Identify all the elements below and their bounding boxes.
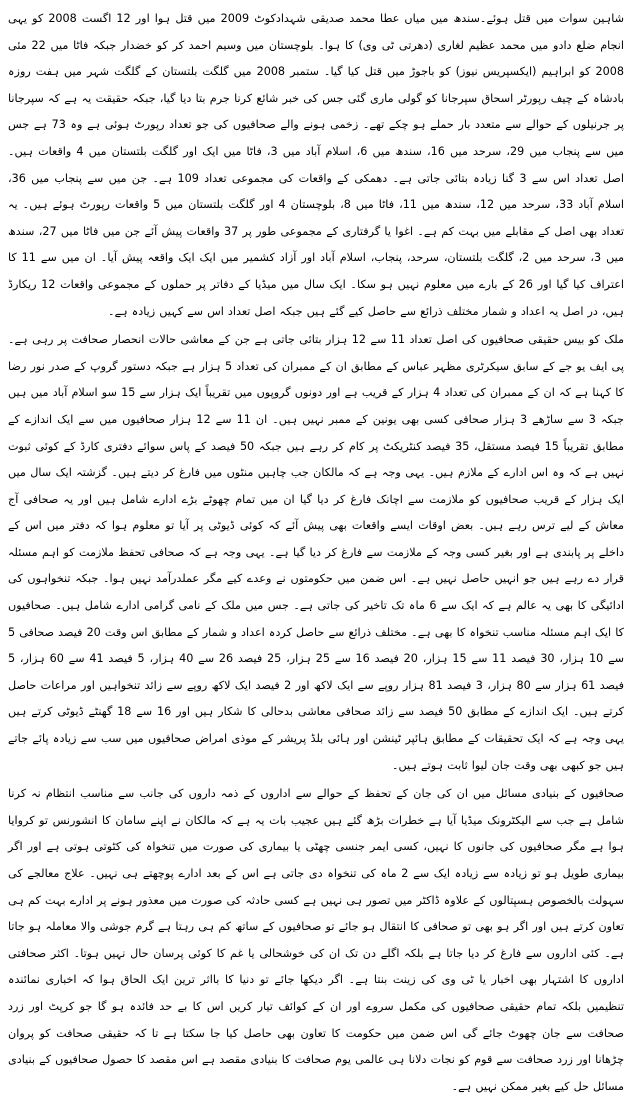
article-paragraph: شاہین سوات میں قتل ہوئے۔سندھ میں میاں عطا محمد صدیقی شہدادکوٹ 2009 میں قتل ہوا اور 12 اگست 2008 کو یہی انجام ضلع دادو میں محمد عظیم لغاری (دھرتی ٹی وی) کا ہوا۔ بلوچستان میں وسیم احمد کر کو خضدار جبکہ فاٹا میں 22 مئی 2008 کو ابراہیم (ایکسپریس نیوز) کو باجوڑ میں قتل کیا گیا۔ ستمبر 2008 میں گلگت بلتستان کے گلگت شہر میں ہفت روزہ بادشاہ کے چیف رپورٹر اسحاق سپرجانا کو گولی ماری گئی جس کی خبر شائع کرنا جرم بتا دیا گیا، جبکہ حقیقت یہ ہے کہ سپرجانا پر جرنیلوں کے حوالے سے متعدد بار حملے ہو چکے تھے۔ زخمی ہونے والے صحافیوں کی جو تعداد رپورٹ ہوئی ہے وہ 73 ہے جس میں سے پنجاب میں 29، سرحد میں 16، سندھ میں 6، اسلام آباد میں 3، فاٹا میں ایک اور گلگت بلتستان میں 4 واقعات ہیں۔ اصل تعداد اس سے 3 گنا زیادہ بتائی جاتی ہے۔ دھمکی کے واقعات کی مجموعی تعداد 109 ہے۔ جن میں سے پنجاب میں 36، اسلام آباد 33، سرحد میں 12، سندھ میں 11، فاٹا میں 8، بلوچستان 4 اور گلگت بلتستان میں 5 واقعات رپورٹ ہوئے ہیں۔ یہ تعداد بھی اصل کے مقابلے میں بہت کم ہے۔ اغوا یا گرفتاری کے مجموعی طور پر 37 واقعات پیش آئے جن میں فاٹا میں 27، سندھ میں 3، سرحد میں 2، گلگت بلتستان، سرحد، پنجاب، اسلام آباد اور آزاد کشمیر میں ایک ایک واقعہ پیش آیا۔ ان میں سے 11 کا اعتراف کیا گیا اور 26 کے بارے میں معلوم نہیں ہو سکا۔ ایک سال میں میڈیا کے دفاتر پر حملوں کے مجموعی واقعات 12 ریکارڈ ہیں، در اصل یہ اعداد و شمار مختلف ذرائع سے حاصل کیے گئے ہیں جبکہ اصل تعداد اس سے کہیں زیادہ ہے۔ [8,12,625,318]
article-paragraph: صحافیوں کے بنیادی مسائل میں ان کی جان کے تحفظ کے حوالے سے اداروں کے ذمہ داروں کی جانب سے مناسب انتظام نہ کرنا شامل ہے جب سے الیکٹرونک میڈیا آیا ہے خطرات بڑھ گئے ہیں عجیب بات یہ ہے کہ مالکان نے اپنے سامان کا انشورنس تو کروایا ہوا ہے مگر صحافیوں کی جانوں کا نہیں، کسی ایمر جنسی چھٹی یا بیماری کی صورت میں تنخواہ کی کٹوتی ہوتی ہے اور اگر بیماری طویل ہو تو زیادہ سے زیادہ ایک سے 2 ماہ کی تنخواہ دی جاتی ہے اس کے بعد ادارے پوچھتے ہی نہیں۔ علاج معالجے کی سہولت بالخصوص ہسپتالوں کے علاوہ ڈاکٹر میں تصور ہی نہیں ہے کسی حادثہ کی صورت میں معذور ہونے پر ادارے بہت کم ہی تعاون کرتے ہیں اور اگر ہو بھی تو صحافی کا انتقال ہو جائے تو صحافیوں کے ساتھ کم ہی رہتا ہے گرم جوشی والا معاملہ ہو جاتا ہے۔ کئی اداروں سے فارغ کر دیا جاتا ہے بلکہ اگلے دن تک ان کی خوشحالی یا غم کا کوئی پرسان حال نہیں ہوتا۔ اکثر صحافتی اداروں کا اشتہار بھی اخبار یا ٹی وی کی زینت بنتا ہے۔ اگر دیکھا جائے تو دنیا کا بااثر ترین ایک الحاق ہوا کہ اخباری نمائندہ تنظیمیں بلکہ تمام حقیقی صحافیوں کی مکمل سروے اور ان کے کوائف تیار کریں اس کا بے حد فائدہ ہو گا جو کرپٹ اور زرد صحافت سے جان چھوٹ جائے گی اس ضمن میں حکومت کا تعاون بھی حاصل کیا جا سکتا ہے تا کہ حقیقی صحافت کو پروان چڑھانا اور زرد صحافت سے قوم کو نجات دلانا ہی عالمی یوم صحافت کا بنیادی مقصد ہے اس مقصد کا حصول صحافیوں کے بنیادی مسائل حل کیے بغیر ممکن نہیں ہے۔ [8,787,625,1093]
article-paragraph: ملک کو بیس حقیقی صحافیوں کی اصل تعداد 11 سے 12 ہزار بتائی جاتی ہے جن کے معاشی حالات انحصار صحافت پر رہی ہے۔ پی ایف یو جے کے سابق سیکرٹری مظہر عباس کے مطابق ان کے ممبران کی تعداد 5 ہزار ہے جبکہ دستور گروپ کے صدر نور رضا کا کہنا ہے کہ ان کے ممبران کی تعداد 4 ہزار کے قریب ہے اور دونوں گروپوں میں تقریباً ایک ہزار سے 15 سو اسلام آباد میں ہیں جبکہ 3 سے ساڑھے 3 ہزار صحافی کسی بھی یونین کے ممبر نہیں ہیں۔ ان 11 سے 12 ہزار صحافیوں میں سے ایک اندازے کے مطابق تقریباً 15 فیصد مستقل، 35 فیصد کنٹریکٹ پر کام کر رہے ہیں جبکہ 50 فیصد کے پاس سوائے دفتری کارڈ کے کوئی ثبوت نہیں ہے کہ وہ اس ادارے کے ملازم ہیں۔ یہی وجہ ہے کہ مالکان جب چاہیں منٹوں میں فارغ کر دیتے ہیں۔ گزشتہ ایک سال میں ایک ہزار کے قریب صحافیوں کو ملازمت سے اچانک فارغ کر دیا گیا ان میں تمام چھوٹے بڑے ادارے شامل ہیں اور یہ صحافی آج معاش کے لیے ترس رہے ہیں۔ بعض اوقات ایسے واقعات بھی پیش آئے کہ کوئی ڈیوٹی پر آیا تو معلوم ہوا کہ دفتر میں اس کے داخلے پر پابندی ہے اور بغیر کسی وجہ کے ملازمت سے فارغ کر دیا گیا ہے۔ یہی وجہ ہے کہ صحافی تحفظ ملازمت کو اہم مسئلہ قرار دے رہے ہیں جو انہیں حاصل نہیں ہے۔ اس ضمن میں حکومتوں نے وعدے کیے مگر عملدرآمد نہیں ہوا۔ جبکہ تنخواہوں کی ادائیگی کا بھی یہ عالم ہے کہ ایک سے 6 ماہ تک تاخیر کی جاتی ہے۔ جس میں ملک کے نامی گرامی ادارے شامل ہیں۔ صحافیوں کا ایک اہم مسئلہ مناسب تنخواہ کا بھی ہے۔ مختلف ذرائع سے حاصل کردہ اعداد و شمار کے مطابق اس وقت 20 فیصد صحافی 5 سے 10 ہزار، 30 فیصد 11 سے 15 ہزار، 20 فیصد 16 سے 25 ہزار، 25 فیصد 26 سے 40 ہزار، 5 فیصد 41 سے 60 ہزار، 5 فیصد 61 ہزار سے 80 ہزار، 3 فیصد 81 ہزار روپے سے ایک لاکھ اور 2 فیصد ایک لاکھ روپے سے زائد تنخواہیں اور مراعات حاصل کرتے ہیں۔ ایک اندازے کے مطابق 50 فیصد سے زائد صحافی معاشی بدحالی کا شکار ہیں اور 16 سے 18 گھنٹے ڈیوٹی کرتے ہیں یہی وجہ ہے کہ ایک تحقیقات کے مطابق ہائپر ٹینشن اور ہائی بلڈ پریشر کے موذی امراض صحافیوں میں سب سے زیادہ پائے جاتے ہیں جو کبھی بھی وقت جان لیوا ثابت ہوتے ہیں۔ [8,333,625,772]
